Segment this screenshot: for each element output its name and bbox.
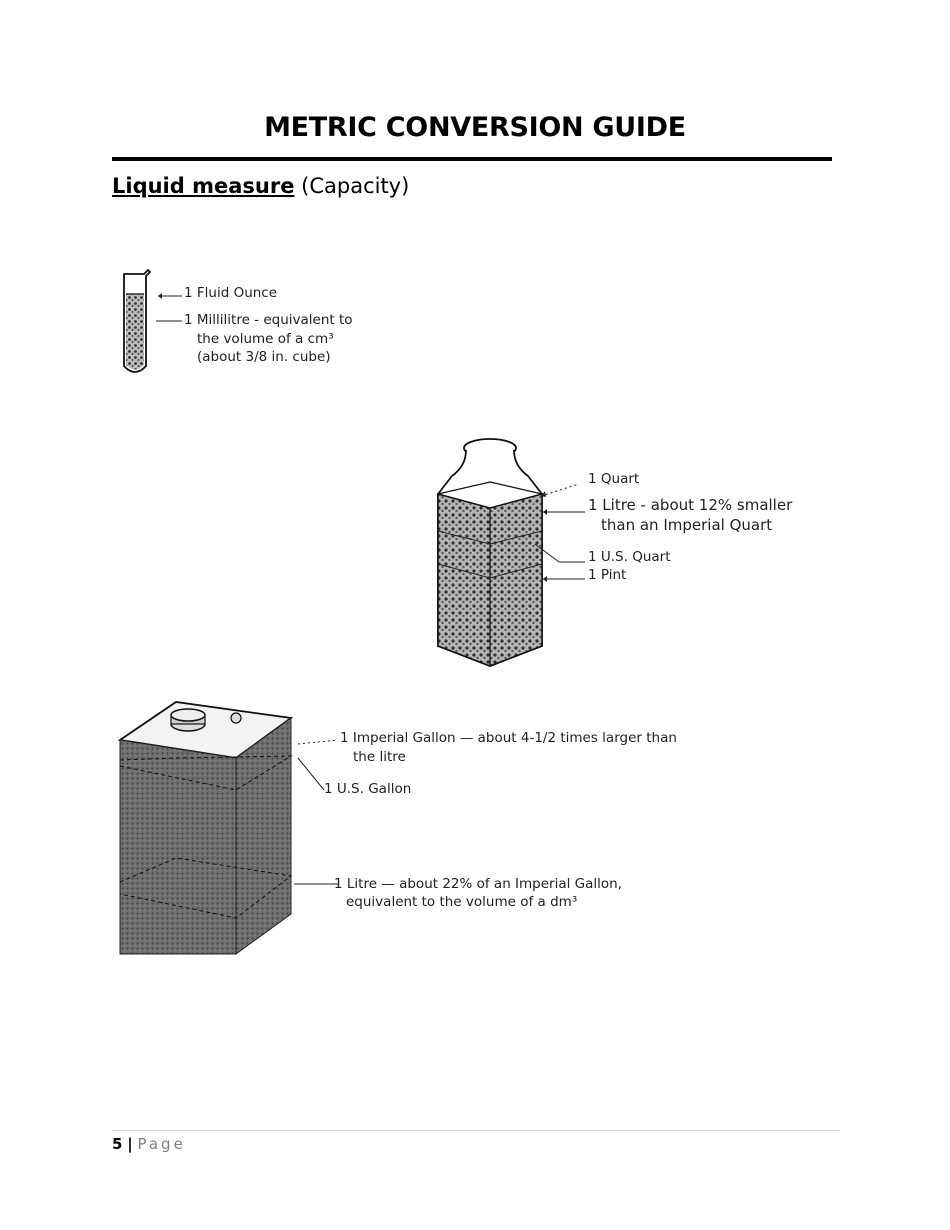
label-pint: 1 Pint [588, 567, 627, 583]
section-heading-text: Liquid measure [112, 174, 295, 198]
bottle-leader-lines [535, 478, 595, 583]
label-imperial-gallon-line1: 1 Imperial Gallon — about 4-1/2 times larger than [340, 730, 677, 746]
footer [112, 1135, 186, 1153]
gallon-can-illustration [116, 692, 301, 957]
label-quart: 1 Quart [588, 471, 640, 487]
page-number: 5 [112, 1135, 123, 1153]
label-can-litre-line2: equivalent to the volume of a dm³ [346, 894, 578, 910]
label-us-quart: 1 U.S. Quart [588, 549, 671, 565]
bottle-illustration [430, 436, 550, 671]
label-fluid-ounce: 1 Fluid Ounce [184, 285, 278, 301]
label-litre-line1: 1 Litre - about 12% smaller [588, 496, 793, 514]
section-subheading: (Capacity) [301, 174, 410, 198]
label-millilitre-line1: 1 Millilitre - equivalent to [184, 312, 353, 328]
label-litre-line2: than an Imperial Quart [601, 516, 773, 534]
label-us-gallon: 1 U.S. Gallon [324, 781, 412, 797]
footer-rule [112, 1130, 840, 1131]
label-imperial-gallon-line2: the litre [353, 749, 406, 765]
section-heading [112, 174, 409, 198]
tube-leader-lines [146, 290, 186, 330]
label-can-litre-line1: 1 Litre — about 22% of an Imperial Gallon, [334, 876, 623, 892]
page-title: METRIC CONVERSION GUIDE [264, 112, 686, 143]
label-millilitre-line2: the volume of a cm³ [197, 331, 334, 347]
can-leader-lines [294, 736, 344, 896]
footer-separator: | [127, 1135, 133, 1153]
page-word: Page [137, 1135, 186, 1153]
title-rule [112, 157, 832, 161]
label-millilitre-line3: (about 3/8 in. cube) [197, 349, 331, 365]
